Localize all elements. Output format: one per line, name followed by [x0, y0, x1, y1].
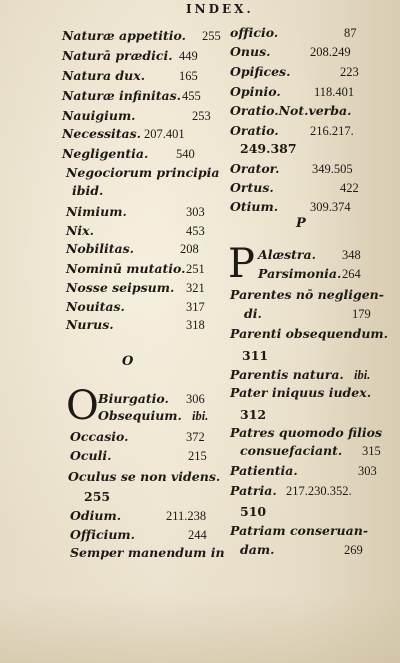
index-term: Nimium. — [66, 204, 127, 219]
section-letter-o: O — [122, 354, 134, 369]
index-term: officio. — [230, 25, 279, 40]
index-term: Orator. — [230, 161, 280, 176]
index-term: Pater iniquus iudex. — [230, 385, 372, 400]
index-term: Parsimonia. — [258, 266, 342, 281]
page-number: 315 — [362, 444, 381, 458]
page-number: 207.401 — [144, 127, 185, 141]
index-term: 255 — [84, 489, 111, 504]
index-term: Otium. — [230, 199, 279, 214]
page-number: 303 — [358, 464, 377, 478]
index-term: Nurus. — [66, 317, 114, 332]
index-term: Nauigium. — [62, 108, 136, 123]
page-number: 87 — [344, 26, 357, 40]
page-number: 303 — [186, 205, 205, 219]
page-number: 208 — [180, 242, 199, 256]
index-term: ibid. — [72, 183, 104, 198]
index-term: Obsequium. — [98, 408, 182, 423]
page-number: 422 — [340, 181, 359, 195]
index-term: Parentis natura. — [230, 367, 344, 382]
page-number: 217.230.352. — [286, 484, 352, 498]
index-term: Onus. — [230, 44, 271, 59]
page-number: 118.401 — [314, 85, 355, 99]
index-term: Nouitas. — [66, 299, 125, 314]
page-number: 179 — [352, 307, 371, 321]
index-term: Natura dux. — [62, 68, 146, 83]
index-term: Necessitas. — [62, 126, 142, 141]
index-term: Oratio. — [230, 123, 279, 138]
index-term: Patria. — [230, 483, 277, 498]
index-term: Biurgatio. — [98, 391, 169, 406]
page-number: 540 — [176, 147, 195, 161]
page-number: 449 — [179, 49, 198, 63]
page-number: 216.217. — [310, 124, 354, 138]
index-term: Nix. — [66, 223, 94, 238]
index-term: Naturā prædici. — [62, 48, 173, 63]
page-number: 349.505 — [312, 162, 353, 176]
page-number: ibi. — [354, 368, 371, 382]
index-term: Opifices. — [230, 64, 291, 79]
index-term: dam. — [240, 542, 275, 557]
index-term: Odium. — [70, 508, 122, 523]
index-term: Patriam conseruan- — [230, 523, 369, 538]
index-term: Naturæ infinitas. — [62, 88, 181, 103]
page-number: 251 — [186, 262, 205, 276]
index-term: Negligentia. — [62, 146, 149, 161]
index-term: Alæstra. — [258, 247, 316, 262]
page-number: 348 — [342, 248, 361, 262]
index-term: Occasio. — [70, 429, 129, 444]
page-number: 255 — [202, 29, 221, 43]
index-term: Patientia. — [230, 463, 298, 478]
index-term: Nobilitas. — [66, 241, 135, 256]
index-term: Parentes nō negligen- — [230, 287, 384, 302]
index-term: Nosse seipsum. — [66, 280, 175, 295]
page-number: 215 — [188, 449, 207, 463]
index-term: Ortus. — [230, 180, 274, 195]
page-number: 211.238 — [166, 509, 207, 523]
index-term: Negociorum principia — [66, 165, 220, 180]
index-term: Oratio.Not.verba. — [230, 103, 352, 118]
index-term: 510 — [240, 504, 267, 519]
page-number: 318 — [186, 318, 205, 332]
page-number: 223 — [340, 65, 359, 79]
page-number: 317 — [186, 300, 205, 314]
index-term: Nominū mutatio. — [66, 261, 186, 276]
page-number: 208.249 — [310, 45, 351, 59]
page-number: 455 — [182, 89, 201, 103]
page-number: ibi. — [192, 409, 209, 423]
page-header: INDEX. — [186, 2, 254, 16]
index-term: Naturæ appetitio. — [62, 28, 187, 43]
index-term: Oculus se non videns. — [68, 469, 221, 484]
page-number: 244 — [188, 528, 207, 542]
page-number: 321 — [186, 281, 205, 295]
page-number: 269 — [344, 543, 363, 557]
index-term: Opinio. — [230, 84, 281, 99]
page-number: 372 — [186, 430, 205, 444]
index-term: consuefaciant. — [240, 443, 343, 458]
section-letter-p: P — [296, 216, 306, 231]
index-term: 249.387 — [240, 141, 297, 156]
index-term: Patres quomodo filios — [230, 425, 382, 440]
page-number: 453 — [186, 224, 205, 238]
index-term: Parenti obsequendum. — [230, 326, 389, 341]
page-number: 306 — [186, 392, 205, 406]
drop-cap-o: O — [66, 383, 99, 429]
index-term: 312 — [240, 407, 267, 422]
page-number: 253 — [192, 109, 211, 123]
index-term: 311 — [242, 348, 269, 363]
page-number: 264 — [342, 267, 361, 281]
index-term: Semper manendum in — [70, 545, 225, 560]
page-number: 309.374 — [310, 200, 351, 214]
page-number: 165 — [179, 69, 198, 83]
index-term: Oculi. — [70, 448, 112, 463]
index-term: di. — [244, 306, 262, 321]
drop-cap-p: P — [228, 241, 255, 287]
index-term: Officium. — [70, 527, 136, 542]
